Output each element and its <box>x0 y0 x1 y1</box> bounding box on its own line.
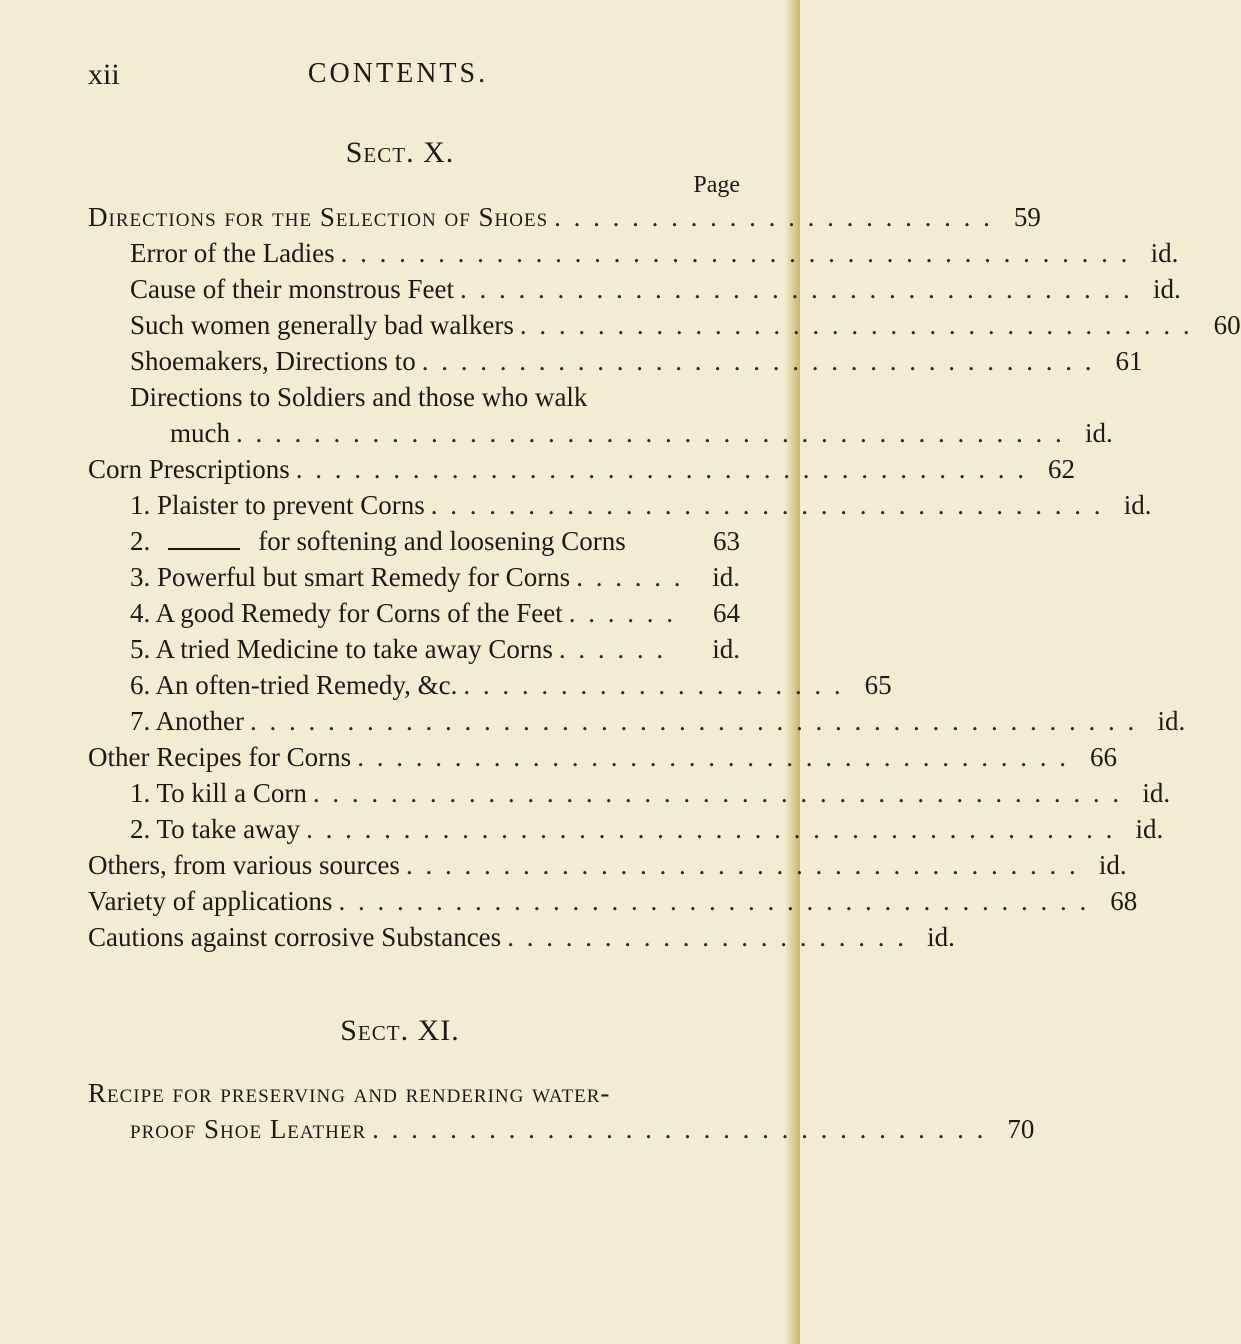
entry-title: 1. Plaister to prevent Corns <box>130 490 425 520</box>
toc-entry <box>130 488 1152 522</box>
entry-page: id. <box>712 562 740 592</box>
entry-page: 66 <box>1089 742 1117 772</box>
entry-page: id. <box>1098 850 1127 880</box>
leader-dots: . . . . . . . . . . . . . . . . . . . . . . . . . . . . . . . . . . . <box>430 490 1104 520</box>
entry-page: 68 <box>1110 886 1138 916</box>
entry-title: 7. Another <box>130 706 244 736</box>
entry-page: id. <box>1123 490 1152 520</box>
toc-entry <box>170 416 1113 450</box>
leader-dots: . . . . . . . . . . . . . . . . . . . . . . . . . . . . . . . . . . . <box>519 310 1193 340</box>
entry-page: id. <box>712 634 740 664</box>
leader-dots: . . . . . . . . . . . . . . . . . . . . . . . . . . . . . . . . . . . . . . . . . . <box>312 778 1123 808</box>
page-header <box>88 58 708 98</box>
toc-entry <box>130 632 740 666</box>
leader-dots: . . . . . . . . . . . . . . . . . . . . . <box>507 922 907 952</box>
toc-entry <box>88 452 1075 486</box>
entry-page: id. <box>927 922 955 952</box>
entry-title: 6. An often-tried Remedy, &c. <box>130 670 458 700</box>
toc-entry <box>130 236 1179 270</box>
entry-page: 60 <box>1213 310 1241 340</box>
leader-dots: . . . . . . <box>568 598 676 628</box>
toc-entry <box>130 344 1143 378</box>
toc-entry <box>130 776 1171 810</box>
entry-title: for softening and loosening Corns <box>258 526 626 556</box>
toc-entry <box>130 524 740 558</box>
entry-title: Variety of applications <box>88 886 333 916</box>
entry-page: id. <box>1152 274 1181 304</box>
toc-entry <box>130 596 740 630</box>
running-title: CONTENTS. <box>307 58 489 89</box>
leader-dots: . . . . . . . . . . . . . . . . . . . . . . . . . . . . . . . . <box>372 1114 987 1144</box>
entry-title: Shoemakers, Directions to <box>130 346 416 376</box>
entry-page: id. <box>1157 706 1186 736</box>
toc-entry <box>130 704 1186 738</box>
section-x-heading: Sect. X. <box>345 136 455 169</box>
entry-title: proof Shoe Leather <box>130 1114 367 1144</box>
entry-page: 63 <box>713 526 740 556</box>
entry-title-line: Directions to Soldiers and those who walk <box>130 382 588 412</box>
leader-dots: . . . . . . . . . . . . . . . . . . . . . . . . . . . . . . . . . . . . . . <box>295 454 1027 484</box>
entry-page: id. <box>1150 238 1179 268</box>
leader-dots: . . . . . . . . . . . . . . . . . . . . . . . <box>554 202 993 232</box>
section-xi-heading: Sect. XI. <box>340 1014 460 1047</box>
toc-entry <box>88 884 1138 918</box>
leader-dots: . . . . . . . . . . . . . . . . . . . . . . . . . . . . . . . . . . . <box>421 346 1095 376</box>
toc-entry <box>88 920 955 954</box>
entry-title: Other Recipes for Corns <box>88 742 352 772</box>
leader-dots: . . . . . . . . . . . . . . . . . . . . . . . . . . . . . . . . . . . . . . . <box>338 886 1090 916</box>
toc-entry <box>88 848 1127 882</box>
entry-title: 1. To kill a Corn <box>130 778 307 808</box>
leader-dots: . . . . . . . . . . . . . . . . . . . . . . . . . . . . . . . . . . . . . <box>357 742 1069 772</box>
toc-entry <box>130 308 1241 342</box>
entry-title-line: Recipe for preserving and rendering water- <box>88 1078 611 1108</box>
entry-title: Cautions against corrosive Substances <box>88 922 502 952</box>
entry-title: 2. To take away <box>130 814 301 844</box>
toc-entry <box>130 272 1181 306</box>
entry-title: Directions for the Selection of Shoes <box>88 202 549 232</box>
entry-title: Cause of their monstrous Feet <box>130 274 454 304</box>
page-column-label: Page <box>693 172 740 198</box>
toc-entry <box>130 560 740 594</box>
leader-dots: . . . . . . . . . . . . . . . . . . . . . . . . . . . . . . . . . . . <box>405 850 1079 880</box>
toc-entry <box>88 740 1117 774</box>
entry-page: id. <box>1135 814 1164 844</box>
entry-title: Such women generally bad walkers <box>130 310 514 340</box>
entry-page: 61 <box>1115 346 1143 376</box>
leader-dots: . . . . . . . . . . . . . . . . . . . . <box>463 670 844 700</box>
entry-title: Corn Prescriptions <box>88 454 290 484</box>
toc-entry <box>130 668 892 702</box>
entry-number: 2. <box>130 526 151 556</box>
folio: xii <box>88 58 120 91</box>
leader-dots: . . . . . . . . . . . . . . . . . . . . . . . . . . . . . . . . . . . . . . . . . <box>340 238 1131 268</box>
entry-title: Error of the Ladies <box>130 238 335 268</box>
leader-dots: . . . . . . . . . . . . . . . . . . . . . . . . . . . . . . . . . . . . . . . . . . . . . . <box>250 706 1138 736</box>
entry-title: much <box>170 418 230 448</box>
entry-page: 64 <box>713 598 740 628</box>
entry-title: 3. Powerful but smart Remedy for Corns <box>130 562 571 592</box>
leader-dots: . . . . . . <box>576 562 684 592</box>
entry-title: 5. A tried Medicine to take away Corns <box>130 634 553 664</box>
entry-page: 62 <box>1048 454 1075 484</box>
entry-page: 65 <box>864 670 892 700</box>
entry-title: Others, from various sources <box>88 850 400 880</box>
toc-entry <box>130 1112 1035 1146</box>
leader-dots: . . . . . . . . . . . . . . . . . . . . . . . . . . . . . . . . . . . <box>459 274 1133 304</box>
leader-dots: . . . . . . <box>558 634 667 664</box>
entry-page: id. <box>1142 778 1171 808</box>
leader-dots: . . . . . . . . . . . . . . . . . . . . . . . . . . . . . . . . . . . . . . . . . . <box>306 814 1116 844</box>
toc-entry <box>88 200 1041 234</box>
entry-page: 70 <box>1007 1114 1035 1144</box>
ditto-rule <box>168 548 240 550</box>
entry-title: 4. A good Remedy for Corns of the Feet <box>130 598 563 628</box>
entry-page: 59 <box>1013 202 1041 232</box>
toc-entry <box>130 812 1164 846</box>
leader-dots: . . . . . . . . . . . . . . . . . . . . . . . . . . . . . . . . . . . . . . . . . . . <box>236 418 1065 448</box>
entry-page: id. <box>1084 418 1113 448</box>
